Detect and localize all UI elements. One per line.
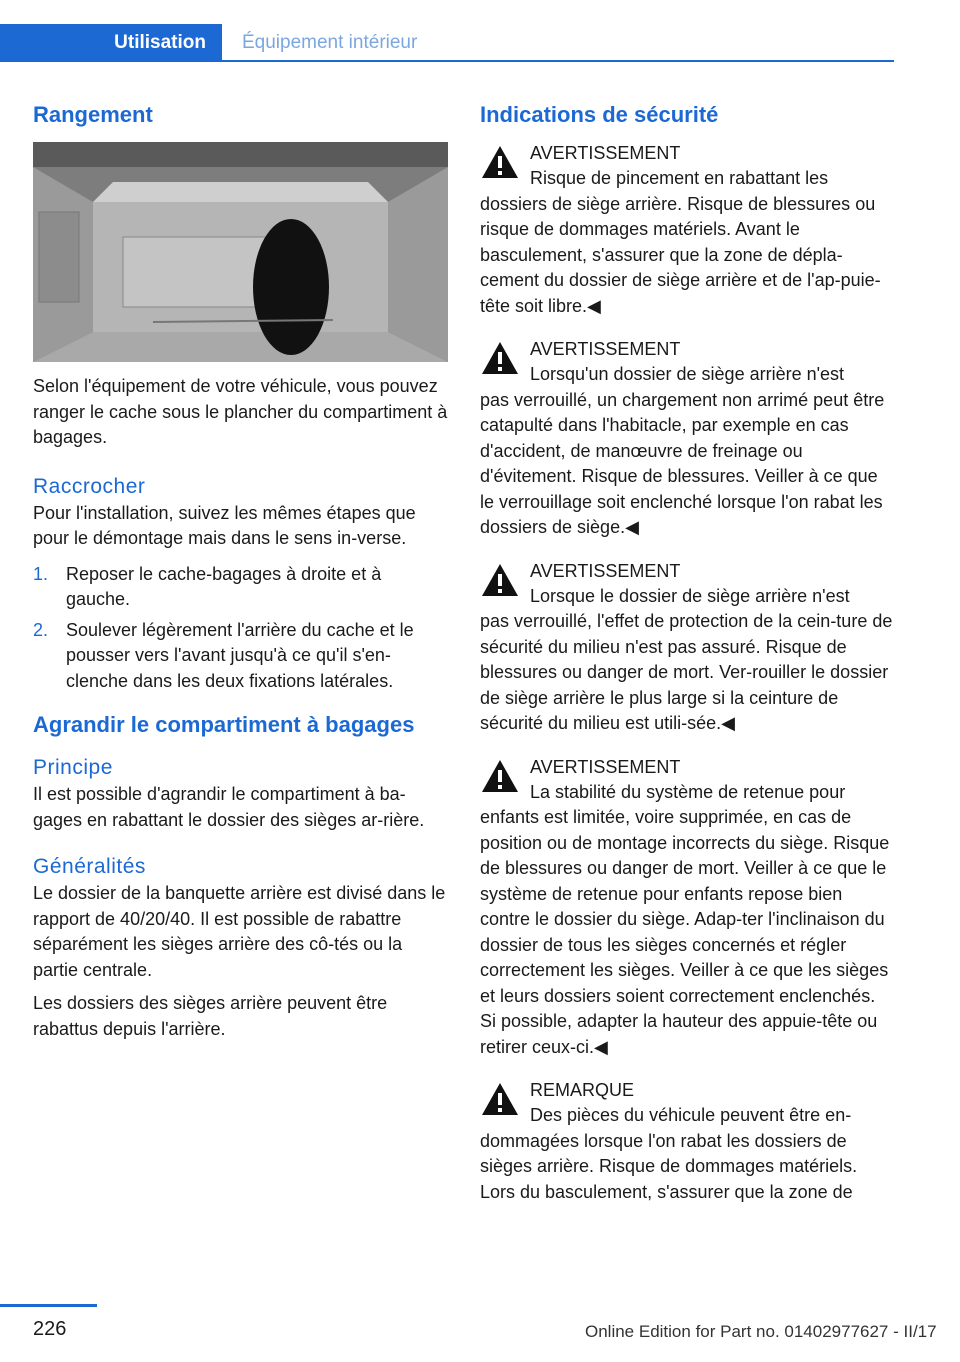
notice-block (480, 1077, 895, 1205)
warning-block (480, 754, 895, 1061)
warning-title: AVERTISSEMENT (530, 756, 681, 777)
raccrocher-text: Pour l'installation, suivez les mêmes étapes que pour le démontage mais dans le sens in-verse. (33, 502, 416, 548)
step-number: 1. (33, 563, 49, 584)
heading-rangement: Rangement (33, 102, 153, 127)
generalites-text-1: Le dossier de la banquette arrière est divisé dans le rapport de 40/20/40. Il est possible de rabattre séparément les sièges arrière des cô-tés ou la partie centrale. (33, 883, 446, 980)
rangement-text: Selon l'équipement de votre véhicule, vous pouvez ranger le cache sous le plancher du compartiment à bagages. (33, 376, 448, 447)
warning-title: AVERTISSEMENT (530, 560, 681, 581)
tab-utilisation[interactable]: Utilisation (0, 24, 222, 62)
edition-text: Online Edition for Part no. 01402977627 - II/17 (585, 1322, 937, 1341)
notice-text: dommagées lorsque l'on rabat les dossiers de sièges arrière. Risque de dommages matériels. Lors du basculement, s'assurer que la zone de (480, 1130, 858, 1202)
warning-title: AVERTISSEMENT (530, 339, 681, 359)
warning-block (480, 336, 895, 541)
header-rule (222, 60, 894, 62)
warning-text: pas verrouillé, un chargement non arrimé peut être catapulté dans l'habitacle, par exemple en cas d'accident, de manœuvre de freinage ou d'évitement. Risque de blessures. Veiller à ce que le verrouillage soit enclenché lorsque l'on rabat les dossiers de siège.◀ (480, 389, 885, 537)
generalites-text-2: Les dossiers des sièges arrière peuvent être rabattus depuis l'arrière. (33, 993, 388, 1039)
page-header (0, 0, 960, 62)
steps-list (33, 562, 448, 695)
warning-text: dossiers de siège arrière. Risque de blessures ou risque de dommages matériels. Avant le basculement, s'assurer que la zone de dépla-cement du dossier de siège arrière et de l'ap-puie-tête soit libre.◀ (480, 193, 881, 316)
warning-first-line: Risque de pincement en rabattant les (530, 168, 829, 188)
list-item (33, 618, 448, 695)
warning-triangle-icon (480, 340, 520, 376)
notice-first-line: Des pièces du véhicule peuvent être en- (530, 1105, 852, 1125)
warning-first-line: Lorsque le dossier de siège arrière n'est (530, 585, 850, 606)
page-number: 226 (33, 1318, 67, 1340)
tab-equipement-interieur[interactable]: Équipement intérieur (222, 24, 894, 62)
warning-block (480, 140, 895, 319)
warning-triangle-icon (480, 1081, 520, 1117)
warning-triangle-icon (480, 758, 520, 794)
step-text: Reposer le cache-bagages à droite et à gauche. (66, 563, 382, 609)
warning-block (480, 558, 895, 737)
trunk-illustration (33, 142, 448, 362)
heading-principe: Principe (33, 756, 113, 779)
step-text: Soulever légèrement l'arrière du cache et le pousser vers l'avant jusqu'à ce qu'il s'en-clenche dans les deux fixations latérales. (66, 619, 414, 691)
right-column (480, 100, 895, 1222)
warning-title: AVERTISSEMENT (530, 143, 681, 163)
principe-text: Il est possible d'agrandir le compartiment à ba-gages en rabattant le dossier des sièges ar-rière. (33, 784, 425, 830)
heading-agrandir: Agrandir le compartiment à bagages (33, 712, 415, 737)
left-column (33, 100, 448, 1042)
step-number: 2. (33, 619, 49, 640)
heading-generalites: Généralités (33, 855, 146, 878)
warning-text: pas verrouillé, l'effet de protection de la cein-ture de sécurité du milieu n'est pas assuré. Risque de blessures ou danger de mort. Ver-rouiller le dossier de siège arrière le plus large si la ceinture de sécurité du milieu est utili-sée.◀ (480, 611, 893, 733)
trunk-photo (33, 142, 448, 362)
warning-text: enfants est limitée, voire supprimée, en cas de position ou de montage incorrects du siège. Risque de blessures ou danger de mort. Veiller à ce que le système de retenue pour enfants repose bien contre le dossier du siège. Adap-ter l'inclinaison du dossier de tous les sièges concernés et régler correctement les sièges. Veiller à ce que les sièges et leurs dossiers soient correctement enclenchés. Si possible, adapter la hauteur des appuie-tête ou retirer ceux-ci.◀ (480, 807, 890, 1057)
footer-rule (0, 1304, 97, 1307)
heading-securite: Indications de sécurité (480, 102, 719, 127)
warning-first-line: Lorsqu'un dossier de siège arrière n'est (530, 364, 845, 384)
warning-triangle-icon (480, 562, 520, 598)
heading-raccrocher: Raccrocher (33, 474, 146, 498)
list-item (33, 562, 448, 613)
notice-title: REMARQUE (530, 1080, 635, 1100)
warning-triangle-icon (480, 144, 520, 180)
warning-first-line: La stabilité du système de retenue pour (530, 781, 846, 802)
